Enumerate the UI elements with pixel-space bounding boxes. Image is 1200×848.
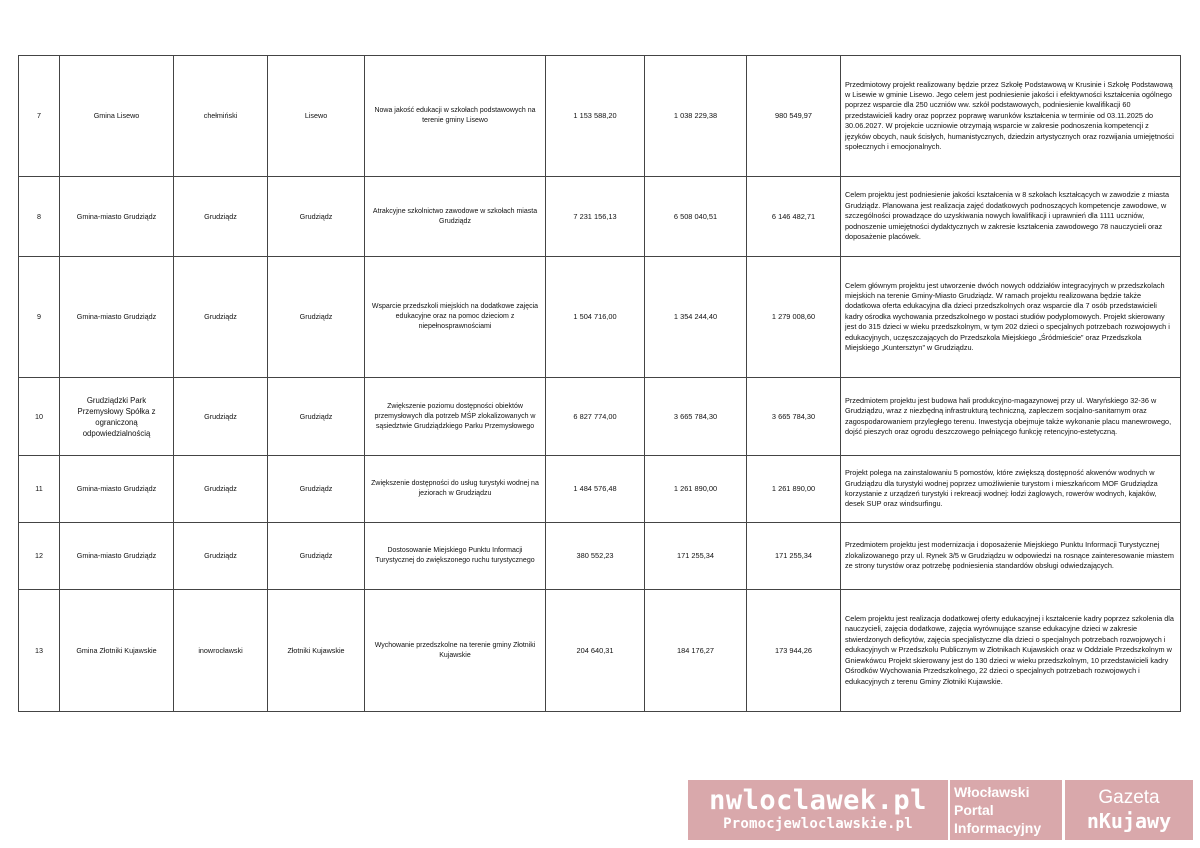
beneficiary-cell: Gmina-miasto Grudziądz [60,257,174,378]
total-value-cell: 1 484 576,48 [546,456,645,523]
county-cell: Grudziądz [174,378,268,456]
eligible-cost-cell: 1 261 890,00 [645,456,747,523]
watermark-gazeta-block [1065,780,1193,840]
funding-cell: 1 279 008,60 [747,257,841,378]
watermark-site-block [688,780,948,840]
county-cell: Grudziądz [174,257,268,378]
watermark-portal-block [950,780,1062,840]
funding-cell: 3 665 784,30 [747,378,841,456]
beneficiary-cell: Grudziądzki Park Przemysłowy Spółka z ograniczoną odpowiedzialnością [60,378,174,456]
table-row [19,177,1181,257]
funding-cell: 171 255,34 [747,523,841,590]
description-cell: Celem głównym projektu jest utworzenie dwóch nowych oddziałów integracyjnych w przedszkolach miejskich na terenie Gminy-Miasto Grudziądz. W ramach projektu realizowana będzie także dodatkowa oferta edukacyjna dla dzieci przedszkolnych oraz wsparcie dla 7 osób przedstawicieli kadry ośrodka wychowania przedszkolnego w postaci studiów podyplomowych. Projekt skierowany jest do 315 dzieci w wieku przedszkolnym, w tym 202 dzieci o specjalnych potrzebach rozwojowych i edukacyjnych, uczęszczających do Przedszkola Miejskiego „Śródmieście” oraz Przedszkola Miejskiego „Kuntersztyn” w Grudziądzu. [841,257,1181,378]
watermark-portal-line1: Włocławski [954,784,1030,800]
funding-cell: 1 261 890,00 [747,456,841,523]
total-value-cell: 204 640,31 [546,590,645,712]
table-row [19,590,1181,712]
table-row [19,378,1181,456]
total-value-cell: 6 827 774,00 [546,378,645,456]
county-cell: inowrocławski [174,590,268,712]
county-cell: Grudziądz [174,523,268,590]
row-number: 7 [19,56,60,177]
project-title-cell: Nowa jakość edukacji w szkołach podstawowych na terenie gminy Lisewo [365,56,546,177]
eligible-cost-cell: 171 255,34 [645,523,747,590]
project-title-cell: Wychowanie przedszkolne na terenie gminy Złotniki Kujawskie [365,590,546,712]
table-row [19,257,1181,378]
beneficiary-cell: Gmina-miasto Grudziądz [60,456,174,523]
description-cell: Przedmiotowy projekt realizowany będzie przez Szkołę Podstawową w Krusinie i Szkołę Podstawową w Lisewie w gminie Lisewo. Jego celem jest podniesienie jakości i efektywności kształcenia ogólnego poprzez wsparcie dla 250 uczniów ww. szkół podstawowych, podniesienie kwalifikacji 60 przedstawicieli kadry oraz poprzez poprawę warunków kształcenia w terminie od 03.11.2025 do 30.06.2027. W projekcie uczniowie otrzymają wsparcie w zakresie podnoszenia kompetencji z języków obcych, nauk ścisłych, humanistycznych, dziedzin artystycznych oraz rozwijania umiejętności społecznych i emocjonalnych. [841,56,1181,177]
beneficiary-cell: Gmina-miasto Grudziądz [60,177,174,257]
table-row [19,523,1181,590]
project-title-cell: Atrakcyjne szkolnictwo zawodowe w szkołach miasta Grudziądz [365,177,546,257]
project-title-cell: Zwiększenie poziomu dostępności obiektów przemysłowych dla potrzeb MŚP zlokalizowanych w sąsiedztwie Grudziądzkiego Parku Przemysłowego [365,378,546,456]
beneficiary-cell: Gmina Lisewo [60,56,174,177]
description-cell: Celem projektu jest realizacja dodatkowej oferty edukacyjnej i kształcenie kadry poprzez szkolenia dla nauczycieli, zajęcia dodatkowe, zajęcia wyrównujące szanse edukacyjne dzieci w zakresie stwierdzonych deficytów, zajęcia specjalistyczne dla dzieci o specjalnych potrzebach rozwojowych i edukacyjnych w Przedszkolu Publicznym w Złotnikach Kujawskich oraz w Oddziale Przedszkolnym w Gniewkówcu Projekt skierowany jest do 130 dzieci w wieku przedszkolnym, 10 przedstawicieli kadry Ośrodków Wychowania Przedszkolnego, 22 dzieci o specjalnych potrzebach rozwojowych i edukacyjnych z terenu Gminy Złotniki Kujawskie. [841,590,1181,712]
eligible-cost-cell: 6 508 040,51 [645,177,747,257]
watermark-portal-line2: Portal [954,802,994,818]
county-cell: Grudziądz [174,177,268,257]
eligible-cost-cell: 1 038 229,38 [645,56,747,177]
county-cell: chełmiński [174,56,268,177]
total-value-cell: 380 552,23 [546,523,645,590]
watermark-portal-line3: Informacyjny [954,820,1042,836]
watermark-brand: nKujawy [1086,809,1172,833]
description-cell: Przedmiotem projektu jest modernizacja i doposażenie Miejskiego Punktu Informacji Turystycznej zlokalizowanego przy ul. Rynek 3/5 w Grudziądzu w odpowiedzi na rosnące zainteresowanie miastem ze strony turystów oraz potrzebę podniesienia standardów obsługi odwiedzających. [841,523,1181,590]
watermark-gazeta: Gazeta [1098,787,1160,808]
eligible-cost-cell: 1 354 244,40 [645,257,747,378]
beneficiary-cell: Gmina Złotniki Kujawskie [60,590,174,712]
total-value-cell: 1 504 716,00 [546,257,645,378]
projects-table [18,55,1181,712]
row-number: 9 [19,257,60,378]
county-cell: Grudziądz [174,456,268,523]
row-number: 11 [19,456,60,523]
commune-cell: Złotniki Kujawskie [268,590,365,712]
commune-cell: Grudziądz [268,523,365,590]
commune-cell: Grudziądz [268,177,365,257]
row-number: 12 [19,523,60,590]
funding-cell: 173 944,26 [747,590,841,712]
commune-cell: Grudziądz [268,456,365,523]
project-title-cell: Wsparcie przedszkoli miejskich na dodatkowe zajęcia edukacyjne oraz na pomoc dzieciom z niepełnosprawnościami [365,257,546,378]
project-title-cell: Zwiększenie dostępności do usług turystyki wodnej na jeziorach w Grudziądzu [365,456,546,523]
total-value-cell: 1 153 588,20 [546,56,645,177]
watermark [688,780,1193,840]
commune-cell: Grudziądz [268,378,365,456]
eligible-cost-cell: 184 176,27 [645,590,747,712]
project-title-cell: Dostosowanie Miejskiego Punktu Informacji Turystycznej do zwiększonego ruchu turystycznego [365,523,546,590]
table-row [19,456,1181,523]
row-number: 13 [19,590,60,712]
table-row [19,56,1181,177]
commune-cell: Grudziądz [268,257,365,378]
description-cell: Celem projektu jest podniesienie jakości kształcenia w 8 szkołach kształcących w zawodzie z miasta Grudziądz. Planowana jest realizacja zajęć dodatkowych podnoszących kompetencje zawodowe, w szczególności prowadzące do uzyskiwania nowych kwalifikacji i uprawnień dla 1111 uczniów, podnoszenie umiejętności dydaktycznych w zakresie kształcenia zawodowego 78 nauczycieli oraz doposażenie placówek. [841,177,1181,257]
funding-cell: 980 549,97 [747,56,841,177]
watermark-site: nwloclawek.pl [709,785,927,816]
description-cell: Projekt polega na zainstalowaniu 5 pomostów, które zwiększą dostępność akwenów wodnych w Grudziądzu dla turystyki wodnej poprzez umożliwienie turystom i mieszkańcom MOF Grudziądza korzystanie z urządzeń turystyki i rekreacji wodnej: łodzi żaglowych, rowerów wodnych, kajaków, desek SUP oraz windsurfingu. [841,456,1181,523]
funding-cell: 6 146 482,71 [747,177,841,257]
watermark-promo: Promocjewloclawskie.pl [723,816,913,832]
row-number: 8 [19,177,60,257]
eligible-cost-cell: 3 665 784,30 [645,378,747,456]
beneficiary-cell: Gmina-miasto Grudziądz [60,523,174,590]
row-number: 10 [19,378,60,456]
total-value-cell: 7 231 156,13 [546,177,645,257]
commune-cell: Lisewo [268,56,365,177]
table-body [19,56,1181,712]
description-cell: Przedmiotem projektu jest budowa hali produkcyjno-magazynowej przy ul. Waryńskiego 32-36 w Grudziądzu, wraz z niezbędną infrastrukturą techniczną, zapleczem socjalno-sanitarnym oraz zagospodarowaniem przyległego terenu. Inwestycja obejmuje także wykonanie placu manewrowego, dojść pieszych oraz ogrodu deszczowego pełniącego funkcję retencyjno-estetyczną. [841,378,1181,456]
